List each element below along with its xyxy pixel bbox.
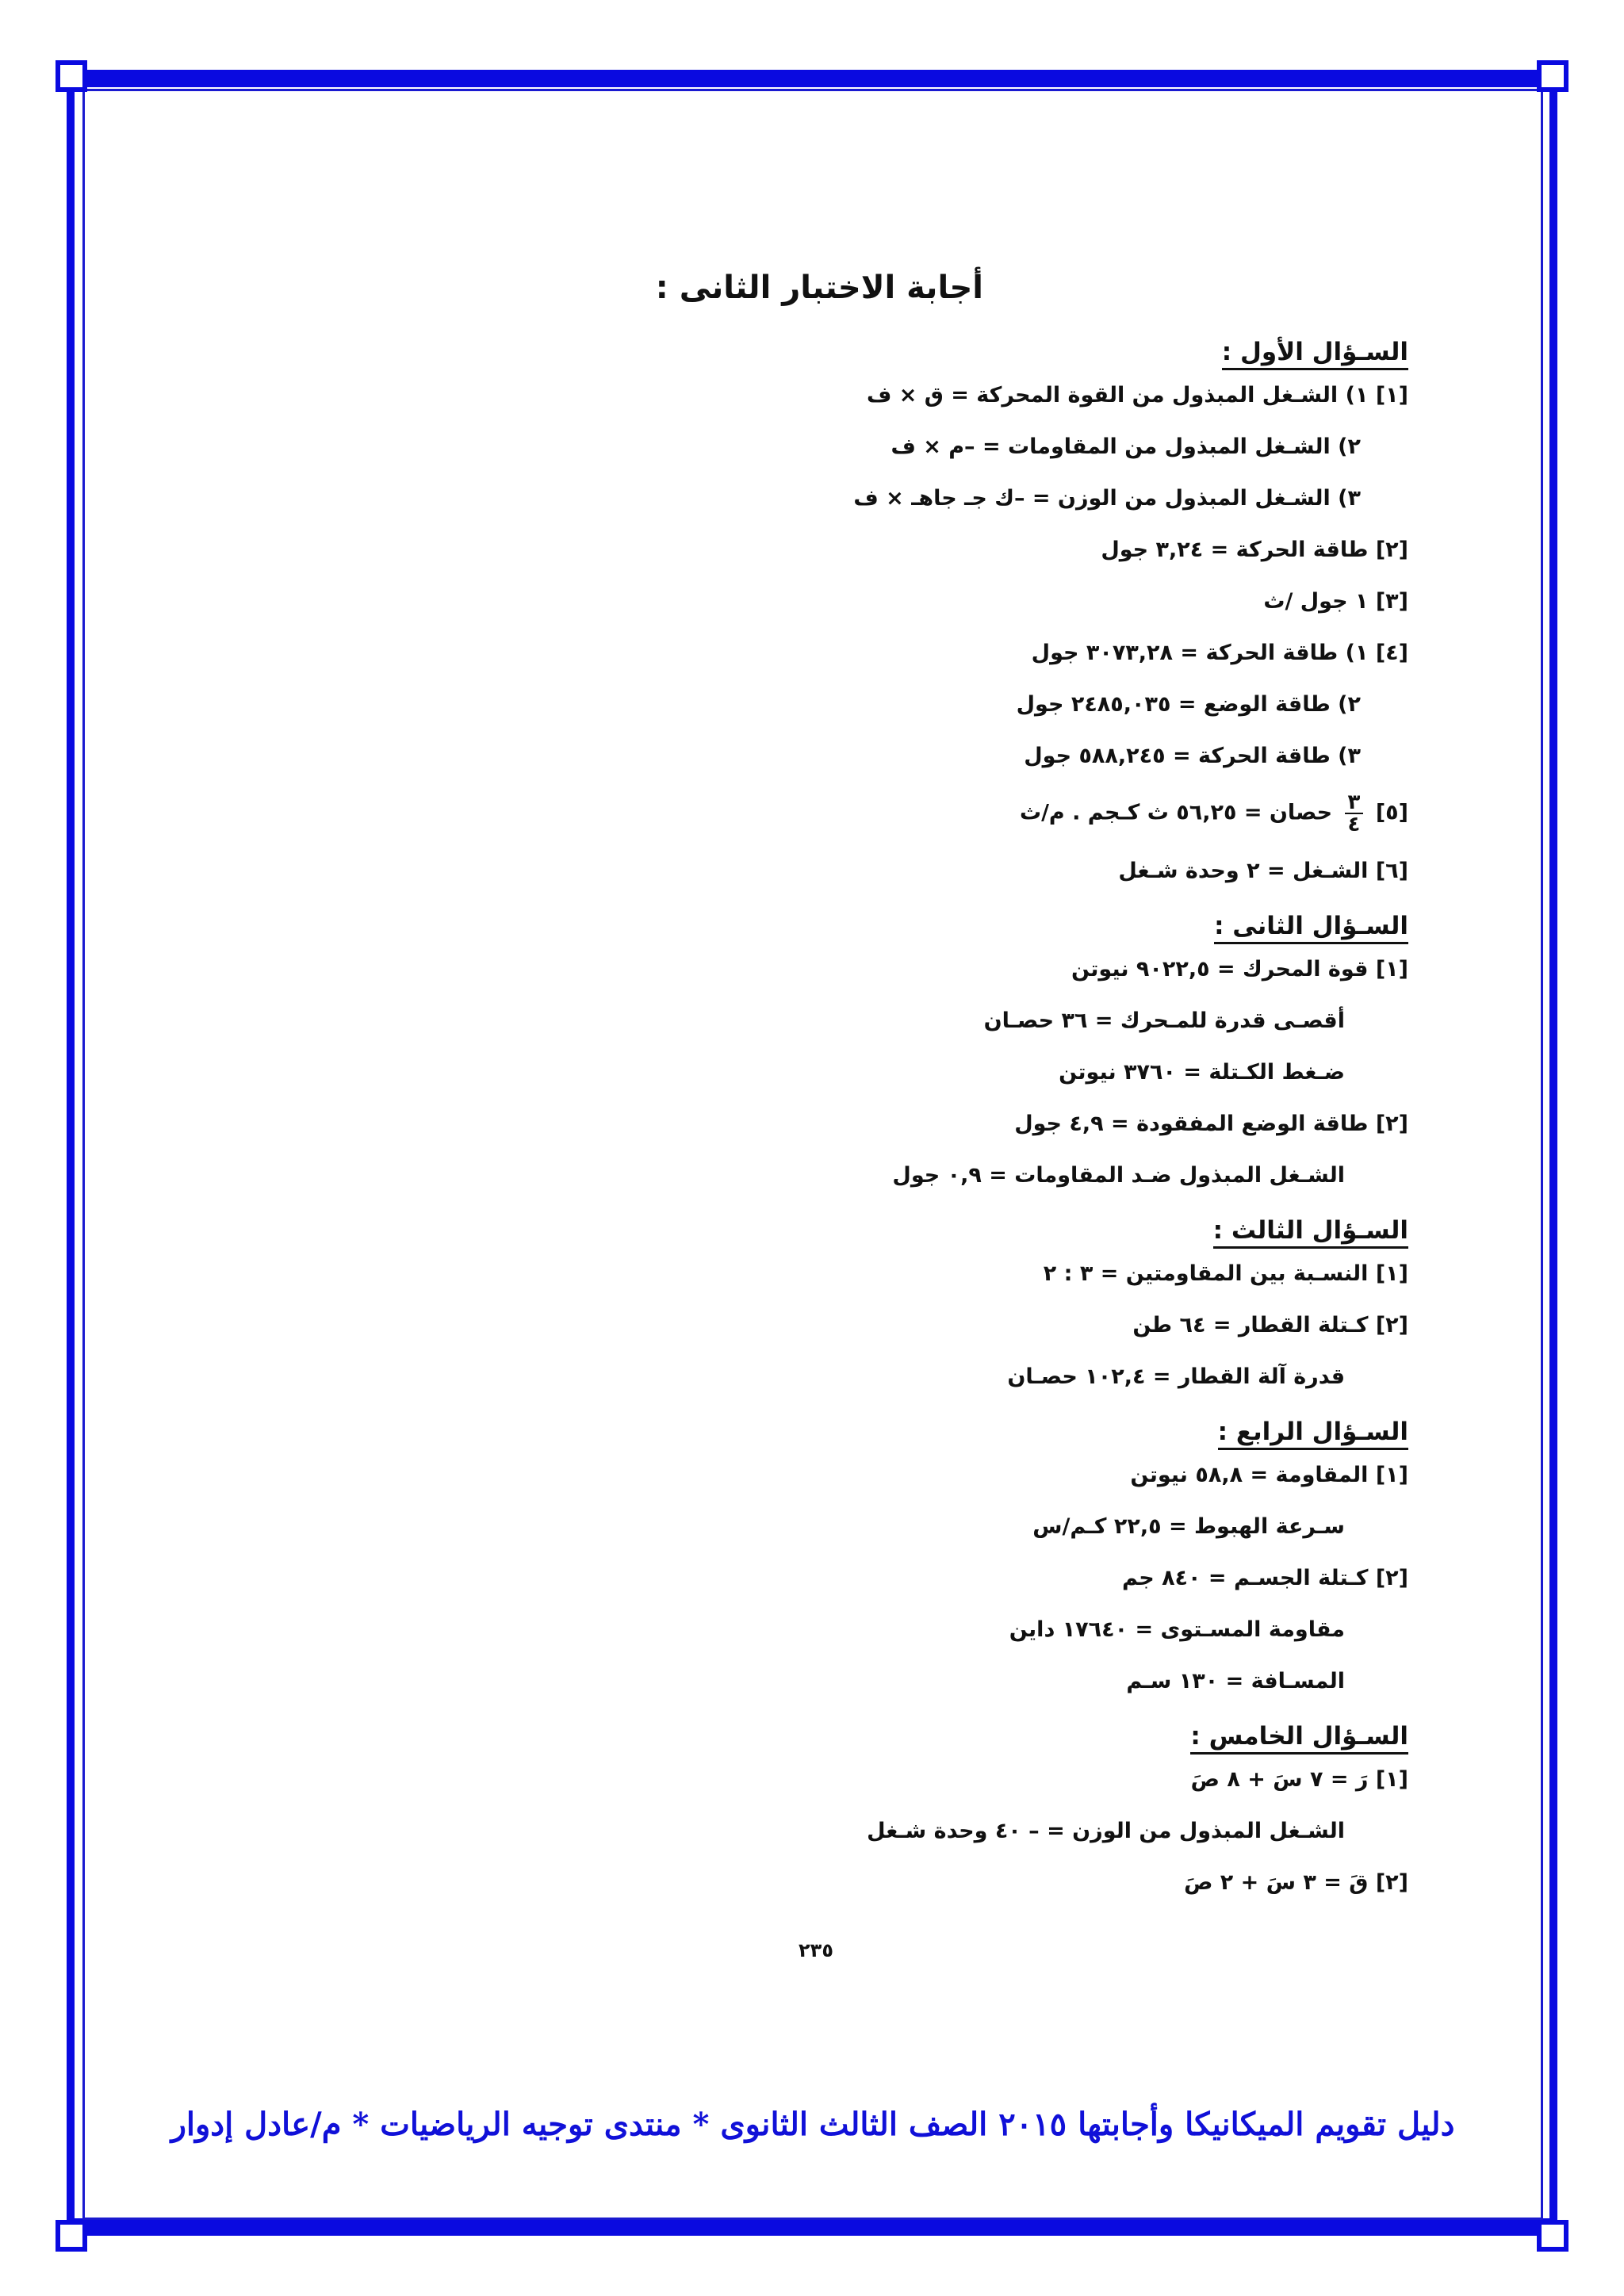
- answer-line: [١] رَ = ٧ سَ + ٨ صَ: [1190, 1767, 1408, 1792]
- answer-line: [٢] كـتلة الجسـم = ٨٤٠ جم: [1122, 1566, 1408, 1590]
- answer-line: المسـافة = ١٣٠ سـم: [1126, 1669, 1345, 1693]
- answer-line: [١] ١) الشـغل المبذول من القوة المحركة = ق × ف: [866, 383, 1408, 408]
- answer-line: ٢) الشـغل المبذول من المقاومات = –م × ف: [891, 434, 1361, 459]
- answer-line: ضـغط الكـتلة = ٣٧٦٠ نيوتن: [1059, 1060, 1345, 1085]
- answer-line: قدرة آلة القطار = ١٠٢,٤ حصـان: [1007, 1364, 1345, 1389]
- question-heading: السـؤال الثالث :: [1213, 1216, 1408, 1249]
- question-heading: السـؤال الخامس :: [1190, 1722, 1408, 1755]
- answer-text: حصان = ٥٦,٢٥ ث كـجم . م/ث: [1019, 800, 1333, 825]
- answer-line: [٦] الشـغل = ٢ وحدة شـغل: [1118, 859, 1408, 883]
- answer-line: مقاومة المسـتوى = ١٧٦٤٠ داين: [1009, 1617, 1345, 1642]
- question-2: [298, 907, 1408, 1191]
- answer-line: [١] المقاومة = ٥٨,٨ نيوتن: [1130, 1463, 1408, 1487]
- fraction-numerator: ٣: [1345, 792, 1364, 814]
- answer-line: [٢] كـتلة القطار = ٦٤ طن: [1132, 1313, 1408, 1337]
- answer-line: [٢] قَ = ٣ سَ + ٢ صَ: [1184, 1870, 1408, 1895]
- answer-line: [٣] ١ جول /ث: [1263, 589, 1408, 614]
- answer-line: [٢] طاقة الحركة = ٣,٢٤ جول: [1101, 538, 1408, 562]
- answer-line: ٣) الشـغل المبذول من الوزن = –ك جـ جاهـ × ف: [853, 486, 1361, 511]
- answer-line: ٣) طاقة الحركة = ٥٨٨,٢٤٥ جول: [1024, 744, 1361, 768]
- answer-line: ٢) طاقة الوضع = ٢٤٨٥,٠٣٥ جول: [1016, 692, 1361, 717]
- question-1: [298, 333, 1408, 886]
- answer-line: [٤] ١) طاقة الحركة = ٣٠٧٣,٢٨ جول: [1031, 641, 1408, 665]
- border-corner: [1537, 2220, 1568, 2252]
- answer-line: أقصـى قدرة للمـحرك = ٣٦ حصـان: [983, 1008, 1345, 1033]
- page-title: أجابة الاختبار الثانى :: [655, 270, 983, 306]
- border-corner: [1537, 60, 1568, 92]
- question-heading: السـؤال الثانى :: [1214, 912, 1408, 944]
- border-corner: [56, 60, 87, 92]
- answer-line: [٢] طاقة الوضع المفقودة = ٤,٩ جول: [1014, 1112, 1408, 1136]
- answer-line-fraction: [298, 792, 1408, 835]
- answers-content: [298, 333, 1408, 1919]
- question-5: [298, 1717, 1408, 1898]
- answer-line: الشـغل المبذول من الوزن = – ٤٠ وحدة شـغل: [867, 1819, 1345, 1843]
- fraction-denominator: ٤: [1347, 813, 1361, 836]
- question-heading: السـؤال الرابع :: [1218, 1418, 1408, 1450]
- answer-line: الشـغل المبذول ضـد المقاومات = ٠,٩ جول: [892, 1163, 1345, 1188]
- question-3: [298, 1211, 1408, 1392]
- fraction: [1345, 792, 1364, 835]
- border-corner: [56, 2220, 87, 2252]
- question-4: [298, 1413, 1408, 1697]
- answer-line: سـرعة الهبوط = ٢٢,٥ كـم/س: [1032, 1514, 1345, 1539]
- answer-number: [٥]: [1375, 800, 1408, 825]
- answer-line: [١] النسـبة بين المقاومتين = ٣ : ٢: [1043, 1261, 1408, 1286]
- question-heading: السـؤال الأول :: [1222, 338, 1408, 370]
- footer-caption: دليل تقويم الميكانيكا وأجابتها ٢٠١٥ الصف الثالث الثانوى * منتدى توجيه الرياضيات * م/عادل إدوار: [170, 2106, 1455, 2143]
- answer-line: [١] قوة المحرك = ٩٠٢٢,٥ نيوتن: [1071, 957, 1408, 982]
- page-number: ٢٣٥: [799, 1939, 833, 1961]
